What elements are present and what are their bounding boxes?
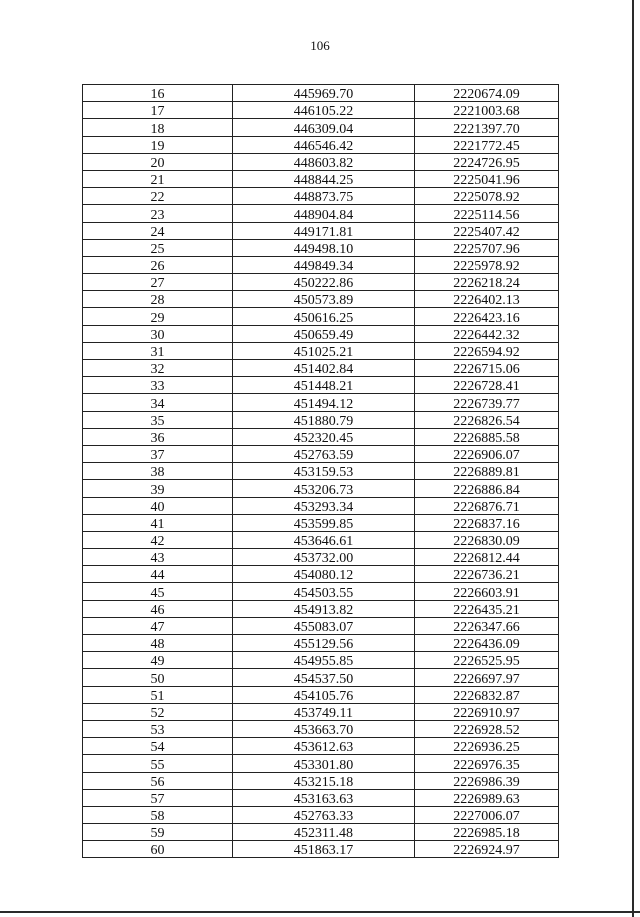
point-number-cell: 50 [83, 669, 233, 686]
point-number-cell: 34 [83, 394, 233, 411]
table-row [83, 188, 559, 205]
coordinate-table-body [83, 85, 559, 858]
y-coordinate-cell: 2225707.96 [415, 239, 559, 256]
y-coordinate-cell: 2225114.56 [415, 205, 559, 222]
table-row [83, 635, 559, 652]
x-coordinate-cell: 449498.10 [233, 239, 415, 256]
y-coordinate-cell: 2226986.39 [415, 772, 559, 789]
table-row [83, 480, 559, 497]
table-row [83, 686, 559, 703]
point-number-cell: 26 [83, 256, 233, 273]
point-number-cell: 31 [83, 342, 233, 359]
y-coordinate-cell: 2227006.07 [415, 806, 559, 823]
point-number-cell: 46 [83, 600, 233, 617]
table-row [83, 85, 559, 102]
y-coordinate-cell: 2226603.91 [415, 583, 559, 600]
point-number-cell: 53 [83, 720, 233, 737]
table-row [83, 617, 559, 634]
x-coordinate-cell: 450573.89 [233, 291, 415, 308]
point-number-cell: 16 [83, 85, 233, 102]
point-number-cell: 43 [83, 549, 233, 566]
x-coordinate-cell: 454080.12 [233, 566, 415, 583]
table-row [83, 497, 559, 514]
y-coordinate-cell: 2226832.87 [415, 686, 559, 703]
y-coordinate-cell: 2226715.06 [415, 360, 559, 377]
point-number-cell: 40 [83, 497, 233, 514]
point-number-cell: 49 [83, 652, 233, 669]
y-coordinate-cell: 2221003.68 [415, 102, 559, 119]
table-row [83, 566, 559, 583]
y-coordinate-cell: 2226435.21 [415, 600, 559, 617]
table-row [83, 102, 559, 119]
x-coordinate-cell: 446105.22 [233, 102, 415, 119]
point-number-cell: 17 [83, 102, 233, 119]
x-coordinate-cell: 455129.56 [233, 635, 415, 652]
point-number-cell: 24 [83, 222, 233, 239]
x-coordinate-cell: 454503.55 [233, 583, 415, 600]
table-row [83, 170, 559, 187]
point-number-cell: 20 [83, 153, 233, 170]
x-coordinate-cell: 452311.48 [233, 824, 415, 841]
table-row [83, 600, 559, 617]
y-coordinate-cell: 2226728.41 [415, 377, 559, 394]
x-coordinate-cell: 453215.18 [233, 772, 415, 789]
y-coordinate-cell: 2226218.24 [415, 274, 559, 291]
table-row [83, 274, 559, 291]
point-number-cell: 36 [83, 428, 233, 445]
point-number-cell: 33 [83, 377, 233, 394]
x-coordinate-cell: 453646.61 [233, 531, 415, 548]
x-coordinate-cell: 448873.75 [233, 188, 415, 205]
table-row [83, 549, 559, 566]
point-number-cell: 60 [83, 841, 233, 858]
x-coordinate-cell: 453293.34 [233, 497, 415, 514]
table-row [83, 806, 559, 823]
page-edge-right [632, 0, 634, 917]
y-coordinate-cell: 2226886.84 [415, 480, 559, 497]
x-coordinate-cell: 450222.86 [233, 274, 415, 291]
x-coordinate-cell: 453206.73 [233, 480, 415, 497]
point-number-cell: 44 [83, 566, 233, 583]
point-number-cell: 42 [83, 531, 233, 548]
y-coordinate-cell: 2224726.95 [415, 153, 559, 170]
y-coordinate-cell: 2225078.92 [415, 188, 559, 205]
table-row [83, 772, 559, 789]
x-coordinate-cell: 453301.80 [233, 755, 415, 772]
y-coordinate-cell: 2226885.58 [415, 428, 559, 445]
point-number-cell: 56 [83, 772, 233, 789]
point-number-cell: 51 [83, 686, 233, 703]
y-coordinate-cell: 2226736.21 [415, 566, 559, 583]
x-coordinate-cell: 454537.50 [233, 669, 415, 686]
table-row [83, 136, 559, 153]
x-coordinate-cell: 450659.49 [233, 325, 415, 342]
y-coordinate-cell: 2226525.95 [415, 652, 559, 669]
x-coordinate-cell: 452320.45 [233, 428, 415, 445]
table-row [83, 841, 559, 858]
table-row [83, 789, 559, 806]
y-coordinate-cell: 2226423.16 [415, 308, 559, 325]
y-coordinate-cell: 2226910.97 [415, 703, 559, 720]
point-number-cell: 48 [83, 635, 233, 652]
table-row [83, 514, 559, 531]
x-coordinate-cell: 453732.00 [233, 549, 415, 566]
y-coordinate-cell: 2226436.09 [415, 635, 559, 652]
point-number-cell: 38 [83, 463, 233, 480]
point-number-cell: 19 [83, 136, 233, 153]
y-coordinate-cell: 2226830.09 [415, 531, 559, 548]
x-coordinate-cell: 451025.21 [233, 342, 415, 359]
table-row [83, 652, 559, 669]
x-coordinate-cell: 449171.81 [233, 222, 415, 239]
table-row [83, 428, 559, 445]
y-coordinate-cell: 2226976.35 [415, 755, 559, 772]
point-number-cell: 54 [83, 738, 233, 755]
table-row [83, 239, 559, 256]
table-row [83, 222, 559, 239]
y-coordinate-cell: 2226697.97 [415, 669, 559, 686]
point-number-cell: 47 [83, 617, 233, 634]
y-coordinate-cell: 2226936.25 [415, 738, 559, 755]
point-number-cell: 55 [83, 755, 233, 772]
x-coordinate-cell: 449849.34 [233, 256, 415, 273]
point-number-cell: 57 [83, 789, 233, 806]
x-coordinate-cell: 453663.70 [233, 720, 415, 737]
table-row [83, 308, 559, 325]
x-coordinate-cell: 452763.59 [233, 445, 415, 462]
point-number-cell: 28 [83, 291, 233, 308]
x-coordinate-cell: 453159.53 [233, 463, 415, 480]
point-number-cell: 41 [83, 514, 233, 531]
point-number-cell: 29 [83, 308, 233, 325]
table-row [83, 824, 559, 841]
table-row [83, 377, 559, 394]
point-number-cell: 25 [83, 239, 233, 256]
y-coordinate-cell: 2226594.92 [415, 342, 559, 359]
y-coordinate-cell: 2226812.44 [415, 549, 559, 566]
x-coordinate-cell: 446546.42 [233, 136, 415, 153]
x-coordinate-cell: 445969.70 [233, 85, 415, 102]
table-row [83, 411, 559, 428]
x-coordinate-cell: 453612.63 [233, 738, 415, 755]
point-number-cell: 23 [83, 205, 233, 222]
point-number-cell: 27 [83, 274, 233, 291]
y-coordinate-cell: 2226826.54 [415, 411, 559, 428]
point-number-cell: 39 [83, 480, 233, 497]
page-number: 106 [310, 38, 330, 53]
page-edge-bottom [0, 911, 640, 913]
table-row [83, 445, 559, 462]
x-coordinate-cell: 454105.76 [233, 686, 415, 703]
y-coordinate-cell: 2225407.42 [415, 222, 559, 239]
x-coordinate-cell: 446309.04 [233, 119, 415, 136]
y-coordinate-cell: 2226924.97 [415, 841, 559, 858]
x-coordinate-cell: 451863.17 [233, 841, 415, 858]
y-coordinate-cell: 2226906.07 [415, 445, 559, 462]
point-number-cell: 30 [83, 325, 233, 342]
table-row [83, 325, 559, 342]
x-coordinate-cell: 454955.85 [233, 652, 415, 669]
table-row [83, 738, 559, 755]
table-row [83, 755, 559, 772]
y-coordinate-cell: 2226928.52 [415, 720, 559, 737]
table-row [83, 291, 559, 308]
y-coordinate-cell: 2226739.77 [415, 394, 559, 411]
x-coordinate-cell: 453749.11 [233, 703, 415, 720]
x-coordinate-cell: 448603.82 [233, 153, 415, 170]
x-coordinate-cell: 451880.79 [233, 411, 415, 428]
point-number-cell: 32 [83, 360, 233, 377]
coordinate-table [82, 84, 559, 858]
point-number-cell: 22 [83, 188, 233, 205]
x-coordinate-cell: 450616.25 [233, 308, 415, 325]
x-coordinate-cell: 453599.85 [233, 514, 415, 531]
table-row [83, 205, 559, 222]
table-row [83, 360, 559, 377]
point-number-cell: 35 [83, 411, 233, 428]
y-coordinate-cell: 2225978.92 [415, 256, 559, 273]
point-number-cell: 37 [83, 445, 233, 462]
y-coordinate-cell: 2226989.63 [415, 789, 559, 806]
table-row [83, 703, 559, 720]
y-coordinate-cell: 2226889.81 [415, 463, 559, 480]
x-coordinate-cell: 451402.84 [233, 360, 415, 377]
y-coordinate-cell: 2226442.32 [415, 325, 559, 342]
table-row [83, 669, 559, 686]
point-number-cell: 59 [83, 824, 233, 841]
y-coordinate-cell: 2221772.45 [415, 136, 559, 153]
y-coordinate-cell: 2220674.09 [415, 85, 559, 102]
x-coordinate-cell: 454913.82 [233, 600, 415, 617]
y-coordinate-cell: 2226347.66 [415, 617, 559, 634]
table-row [83, 531, 559, 548]
x-coordinate-cell: 448844.25 [233, 170, 415, 187]
point-number-cell: 21 [83, 170, 233, 187]
y-coordinate-cell: 2226876.71 [415, 497, 559, 514]
table-row [83, 342, 559, 359]
y-coordinate-cell: 2225041.96 [415, 170, 559, 187]
point-number-cell: 18 [83, 119, 233, 136]
y-coordinate-cell: 2226402.13 [415, 291, 559, 308]
table-row [83, 720, 559, 737]
point-number-cell: 45 [83, 583, 233, 600]
point-number-cell: 52 [83, 703, 233, 720]
table-row [83, 256, 559, 273]
y-coordinate-cell: 2226985.18 [415, 824, 559, 841]
x-coordinate-cell: 452763.33 [233, 806, 415, 823]
table-row [83, 119, 559, 136]
table-row [83, 394, 559, 411]
y-coordinate-cell: 2221397.70 [415, 119, 559, 136]
y-coordinate-cell: 2226837.16 [415, 514, 559, 531]
table-row [83, 153, 559, 170]
point-number-cell: 58 [83, 806, 233, 823]
x-coordinate-cell: 453163.63 [233, 789, 415, 806]
table-row [83, 463, 559, 480]
x-coordinate-cell: 448904.84 [233, 205, 415, 222]
x-coordinate-cell: 451448.21 [233, 377, 415, 394]
x-coordinate-cell: 451494.12 [233, 394, 415, 411]
x-coordinate-cell: 455083.07 [233, 617, 415, 634]
table-row [83, 583, 559, 600]
